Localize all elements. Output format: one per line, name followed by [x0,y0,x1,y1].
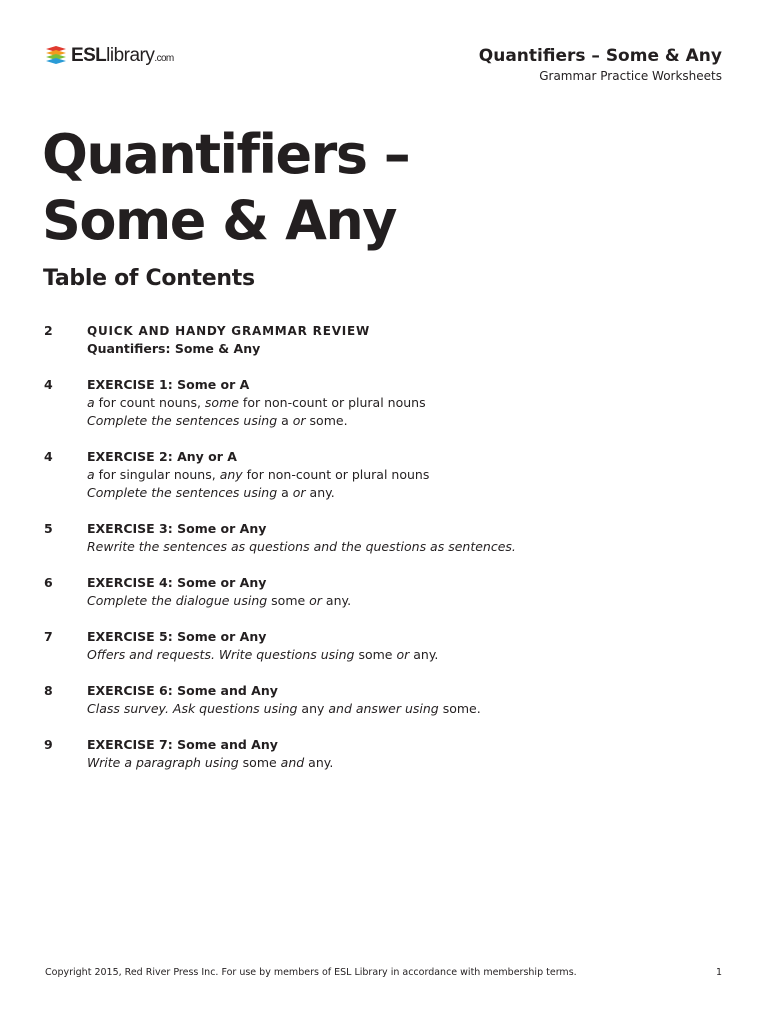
toc-description-segment: Complete the sentences using [87,413,282,428]
toc-description-segment: any. [413,647,439,662]
toc-item[interactable] [44,322,724,358]
header-meta [479,46,722,83]
toc-description [87,592,724,610]
toc-description-segment: Complete the dialogue using [87,593,272,608]
toc-page-number: 8 [44,683,53,698]
toc-heading: EXERCISE 5: Some or Any [87,629,267,644]
toc-description-segment: a [281,413,289,428]
page-title-line-2: Some & Any [42,189,397,252]
header-subtitle: Grammar Practice Worksheets [539,69,722,83]
toc-description-segment: a [87,395,95,410]
toc-description-segment: Offers and requests. Write questions using [87,647,359,662]
toc-description-segment: or [392,647,414,662]
toc-description-segment: some [204,395,239,410]
toc-description-segment: for non-count or plural nouns [238,395,426,410]
toc-description [87,484,724,502]
toc-description [87,754,724,772]
toc-subheading: Quantifiers: Some & Any [87,341,261,356]
table-of-contents [44,322,724,772]
toc-description-segment: some. [442,701,481,716]
toc-item[interactable] [44,682,724,718]
toc-description-segment: Class survey. Ask questions using [87,701,302,716]
toc-description-segment: Write a paragraph using [87,755,243,770]
toc-heading: EXERCISE 7: Some and Any [87,737,278,752]
book-stack-icon [44,44,68,68]
toc-description-segment: for count nouns, [94,395,205,410]
toc-description-segment: a [281,485,289,500]
toc-heading: EXERCISE 4: Some or Any [87,575,267,590]
toc-item[interactable] [44,376,724,430]
page-header [44,44,722,92]
toc-description-segment: for non-count or plural nouns [242,467,430,482]
toc-page-number: 4 [44,449,53,464]
toc-description-segment: or [288,413,310,428]
toc-heading: QUICK AND HANDY GRAMMAR REVIEW [87,324,371,338]
page-footer [45,967,722,978]
toc-description [87,700,724,718]
page-title-line-1: Quantifiers – [42,123,410,186]
toc-description-segment: any. [325,593,352,608]
toc-heading: EXERCISE 2: Any or A [87,449,237,464]
toc-description-segment: Rewrite the sentences as questions and the questions as sentences. [87,539,516,554]
toc-item[interactable] [44,448,724,502]
toc-description-segment: a [87,467,95,482]
toc-page-number: 6 [44,575,53,590]
esl-library-logo[interactable] [44,44,174,68]
toc-page-number: 2 [44,323,53,338]
toc-heading: EXERCISE 1: Some or A [87,377,250,392]
copyright-notice: Copyright 2015, Red River Press Inc. For use by members of ESL Library in accordance with membership terms. [45,967,577,978]
toc-page-number: 7 [44,629,53,644]
page-number: 1 [715,967,722,978]
toc-item[interactable] [44,574,724,610]
toc-description-segment: and answer using [324,701,443,716]
toc-description [87,466,724,484]
toc-description-segment: or [288,485,310,500]
logo-wordmark: ESLlibrary.com [71,45,174,66]
toc-description-segment: some [242,755,277,770]
toc-description [87,646,724,664]
toc-description-segment: some [358,647,393,662]
toc-item[interactable] [44,628,724,664]
toc-description [87,394,724,412]
toc-description-segment: any. [308,755,334,770]
page-title [42,122,642,254]
toc-description-segment: Complete the sentences using [87,485,282,500]
toc-description-segment: any [301,701,325,716]
toc-page-number: 4 [44,377,53,392]
toc-title: Table of Contents [43,266,255,291]
header-title: Quantifiers – Some & Any [478,46,722,66]
toc-description-segment: any. [309,485,335,500]
toc-item[interactable] [44,736,724,772]
toc-description [87,538,724,556]
toc-description-segment: any [219,467,243,482]
toc-description-segment: some. [309,413,348,428]
toc-page-number: 9 [44,737,53,752]
toc-description-segment: and [276,755,309,770]
toc-page-number: 5 [44,521,53,536]
toc-heading: EXERCISE 6: Some and Any [87,683,278,698]
toc-description-segment: or [305,593,326,608]
toc-description [87,412,724,430]
toc-item[interactable] [44,520,724,556]
toc-description-segment: for singular nouns, [94,467,220,482]
toc-heading: EXERCISE 3: Some or Any [87,521,267,536]
toc-description-segment: some [271,593,306,608]
